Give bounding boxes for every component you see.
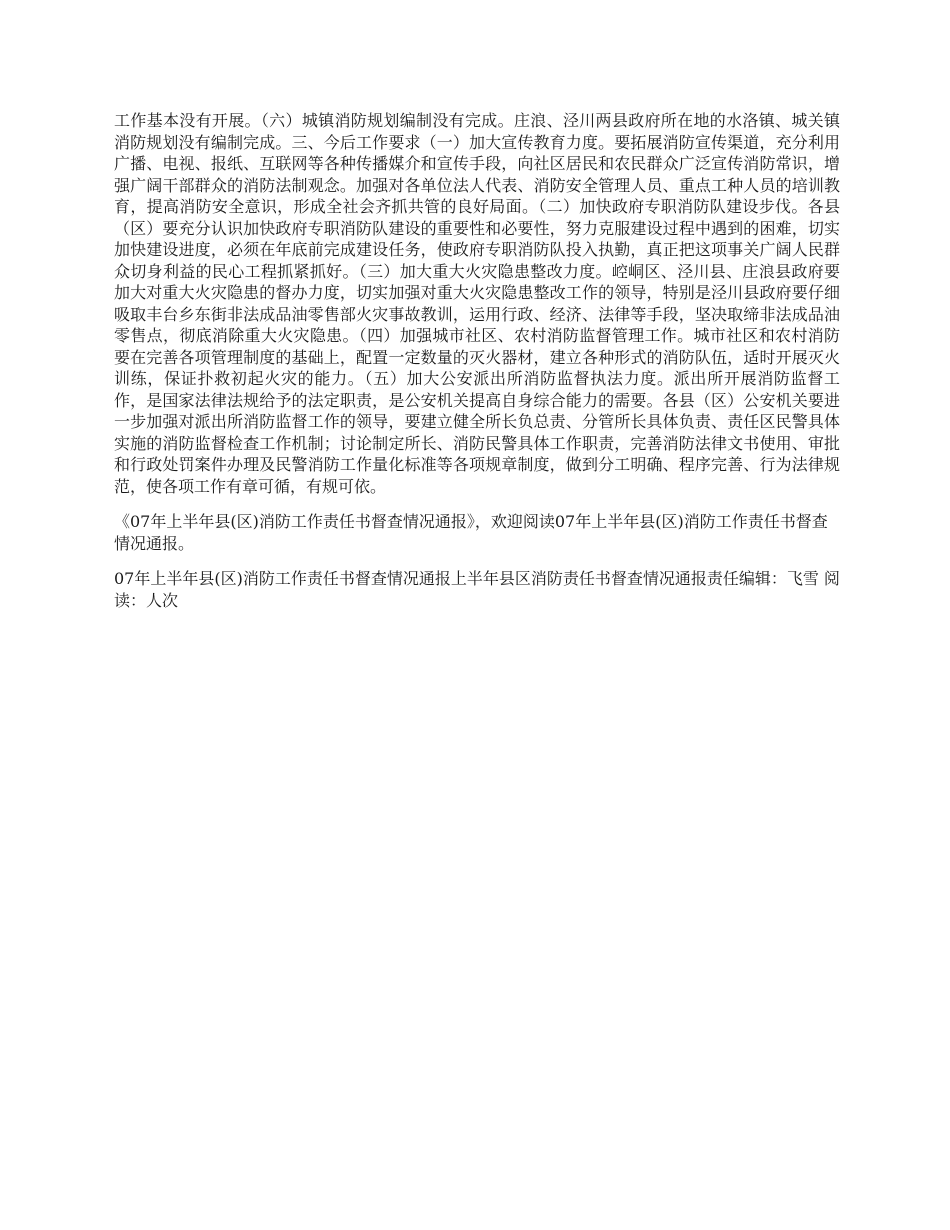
intro-paragraph: 《07年上半年县(区)消防工作责任书督查情况通报》，欢迎阅读07年上半年县(区)消防工作责任书督查情况通报。 <box>114 512 828 553</box>
footer-paragraph: 07年上半年县(区)消防工作责任书督查情况通报上半年县区消防责任书督查情况通报责任编辑：飞雪 阅读：人次 <box>114 569 840 610</box>
document-page <box>114 110 840 625</box>
body-paragraph: 工作基本没有开展。（六）城镇消防规划编制没有完成。庄浪、泾川两县政府所在地的水洛镇、城关镇消防规划没有编制完成。三、今后工作要求（一）加大宣传教育力度。要拓展消防宣传渠道，充分利用广播、电视、报纸、互联网等各种传播媒介和宣传手段，向社区居民和农民群众广泛宣传消防常识，增强广阔干部群众的消防法制观念。加强对各单位法人代表、消防安全管理人员、重点工种人员的培训教育，提高消防安全意识，形成全社会齐抓共管的良好局面。（二）加快政府专职消防队建设步伐。各县（区）要充分认识加快政府专职消防队建设的重要性和必要性，努力克服建设过程中遇到的困难，切实加快建设进度，必须在年底前完成建设任务，使政府专职消防队投入执勤，真正把这项事关广阔人民群众切身利益的民心工程抓紧抓好。（三）加大重大火灾隐患整改力度。崆峒区、泾川县、庄浪县政府要加大对重大火灾隐患的督办力度，切实加强对重大火灾隐患整改工作的领导，特别是泾川县政府要仔细吸取丰台乡东街非法成品油零售部火灾事故教训，运用行政、经济、法律等手段，坚决取缔非法成品油零售点，彻底消除重大火灾隐患。（四）加强城市社区、农村消防监督管理工作。城市社区和农村消防要在完善各项管理制度的基础上，配置一定数量的灭火器材，建立各种形式的消防队伍，适时开展灭火训练，保证扑救初起火灾的能力。（五）加大公安派出所消防监督执法力度。派出所开展消防监督工作，是国家法律法规给予的法定职责，是公安机关提高自身综合能力的需要。各县（区）公安机关要进一步加强对派出所消防监督工作的领导，要建立健全所长负总责、分管所长具体负责、责任区民警具体实施的消防监督检查工作机制；讨论制定所长、消防民警具体工作职责，完善消防法律文书使用、审批和行政处罚案件办理及民警消防工作量化标准等各项规章制度，做到分工明确、程序完善、行为法律规范，使各项工作有章可循，有规可依。 <box>114 111 840 496</box>
